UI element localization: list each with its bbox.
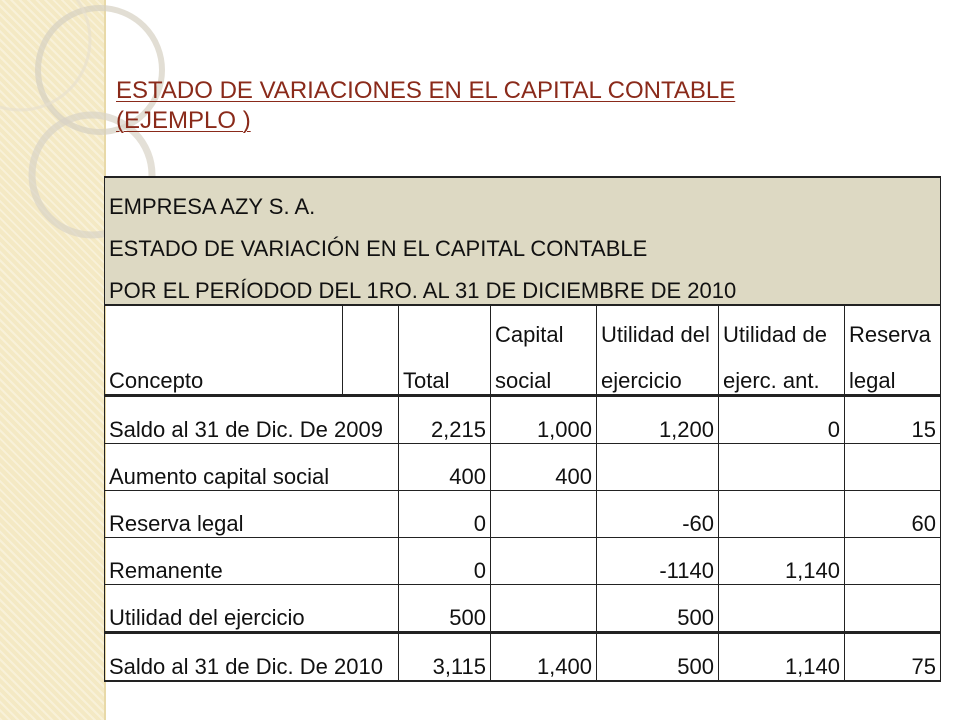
header-utilant-line1: Utilidad de: [719, 305, 845, 348]
row-concept: Saldo al 31 de Dic. De 2009: [105, 396, 399, 444]
header-utilidad-line1: Utilidad del: [597, 305, 719, 348]
row-capital: [491, 491, 597, 538]
row-total: 400: [399, 444, 491, 491]
row-concept: Aumento capital social: [105, 444, 399, 491]
row-capital: 1,000: [491, 396, 597, 444]
header-reserva-line1: Reserva: [845, 305, 941, 348]
header-concept: Concepto: [105, 348, 343, 396]
header-cell-concept-top: [105, 305, 343, 348]
row-concept: Utilidad del ejercicio: [105, 585, 399, 633]
row-utilant: 1,140: [719, 633, 845, 682]
row-utilidad: 500: [597, 585, 719, 633]
header-cell-gap: [343, 348, 399, 396]
row-utilant: [719, 444, 845, 491]
slide-title-line1: ESTADO DE VARIACIONES EN EL CAPITAL CONTABLE: [116, 77, 736, 104]
decorative-sidebar: [0, 0, 106, 720]
slide-title-line2: (EJEMPLO ): [116, 107, 251, 134]
row-concept: Saldo al 31 de Dic. De 2010: [105, 633, 399, 682]
row-total: 0: [399, 491, 491, 538]
header-reserva-line2: legal: [845, 348, 941, 396]
statement-period: POR EL PERÍODOD DEL 1RO. AL 31 DE DICIEMBRE DE 2010: [105, 262, 941, 305]
header-capital-line1: Capital: [491, 305, 597, 348]
row-concept: Reserva legal: [105, 491, 399, 538]
row-capital: 1,400: [491, 633, 597, 682]
table-row: [105, 444, 941, 491]
header-cell-gap-top: [343, 305, 399, 348]
row-reserva: 75: [845, 633, 941, 682]
row-total: 3,115: [399, 633, 491, 682]
row-reserva: [845, 538, 941, 585]
header-capital-line2: social: [491, 348, 597, 396]
row-concept: Remanente: [105, 538, 399, 585]
row-utilidad: 1,200: [597, 396, 719, 444]
table-row: [105, 396, 941, 444]
table-row: [105, 538, 941, 585]
row-capital: [491, 585, 597, 633]
row-reserva: 60: [845, 491, 941, 538]
header-utilidad-line2: ejercicio: [597, 348, 719, 396]
statement-name: ESTADO DE VARIACIÓN EN EL CAPITAL CONTABLE: [105, 220, 941, 262]
header-cell-total-top: [399, 305, 491, 348]
company-name: EMPRESA AZY S. A.: [105, 177, 941, 220]
row-capital: [491, 538, 597, 585]
row-utilant: [719, 491, 845, 538]
row-utilant: 1,140: [719, 538, 845, 585]
capital-statement-table: [104, 176, 941, 682]
row-utilant: [719, 585, 845, 633]
row-capital: 400: [491, 444, 597, 491]
table-row: [105, 491, 941, 538]
row-utilidad: 500: [597, 633, 719, 682]
row-utilidad: -1140: [597, 538, 719, 585]
row-reserva: [845, 585, 941, 633]
row-utilidad: -60: [597, 491, 719, 538]
table-row-final-balance: [105, 633, 941, 682]
header-utilant-line2: ejerc. ant.: [719, 348, 845, 396]
header-total: Total: [399, 348, 491, 396]
row-total: 0: [399, 538, 491, 585]
row-utilant: 0: [719, 396, 845, 444]
row-reserva: 15: [845, 396, 941, 444]
row-total: 2,215: [399, 396, 491, 444]
slide-title: [116, 76, 936, 136]
row-utilidad: [597, 444, 719, 491]
table-row: [105, 585, 941, 633]
row-total: 500: [399, 585, 491, 633]
row-reserva: [845, 444, 941, 491]
